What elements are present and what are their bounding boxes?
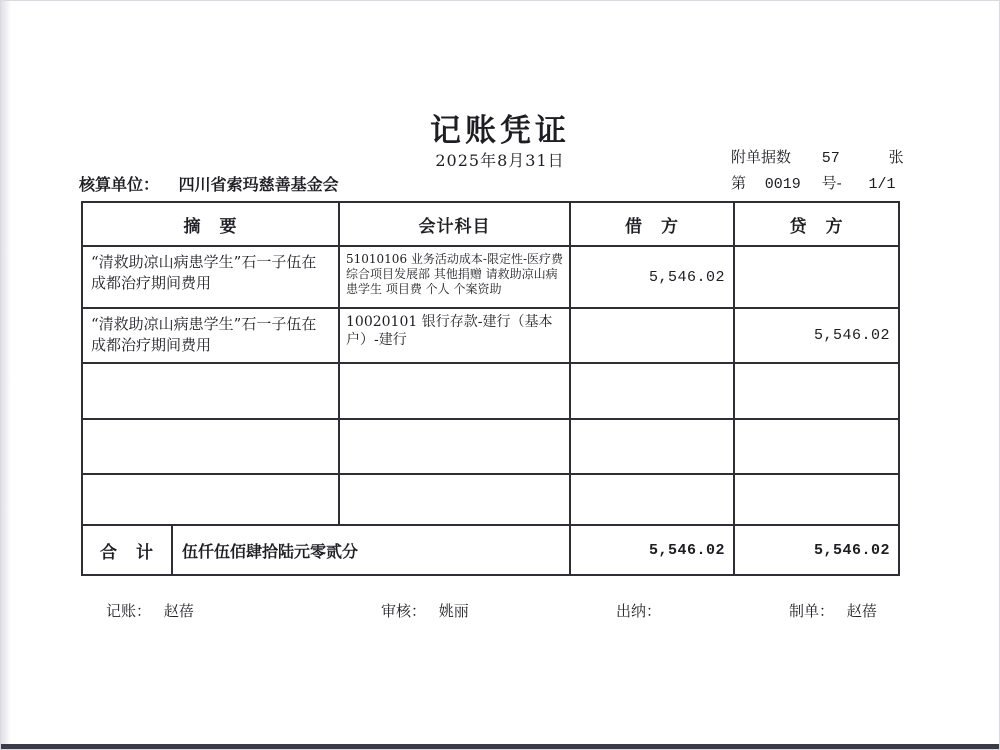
total-credit-cell: 5,546.02 bbox=[734, 525, 899, 575]
table-row bbox=[82, 308, 899, 363]
accounting-entity-label: 核算单位： bbox=[79, 175, 160, 194]
credit-cell bbox=[734, 419, 899, 474]
preparer-signature bbox=[789, 600, 877, 621]
bookkeeper-label: 记账： bbox=[106, 602, 152, 620]
debit-cell bbox=[570, 474, 734, 525]
debit-cell bbox=[570, 363, 734, 419]
debit-cell bbox=[570, 308, 734, 363]
account-cell: 10020101 银行存款-建行（基本户）-建行 bbox=[339, 308, 570, 363]
voucher-page-indicator: 1/1 bbox=[868, 176, 896, 193]
debit-cell: 5,546.02 bbox=[570, 246, 734, 308]
reviewer-label: 审核： bbox=[381, 602, 427, 620]
credit-cell: 5,546.02 bbox=[734, 308, 899, 363]
header-debit: 借 方 bbox=[570, 202, 734, 246]
voucher-table bbox=[81, 201, 900, 576]
table-row bbox=[82, 246, 899, 308]
summary-cell bbox=[82, 363, 339, 419]
cashier-label: 出纳： bbox=[616, 602, 662, 620]
credit-cell bbox=[734, 246, 899, 308]
header-account: 会计科目 bbox=[339, 202, 570, 246]
summary-cell: “清救助凉山病患学生”石一子伍在成都治疗期间费用 bbox=[82, 308, 339, 363]
table-row bbox=[82, 474, 899, 525]
cashier-signature bbox=[616, 600, 669, 621]
accounting-entity-value: 四川省索玛慈善基金会 bbox=[178, 175, 339, 194]
table-row bbox=[82, 419, 899, 474]
attachment-unit: 张 bbox=[888, 148, 904, 166]
bookkeeper-signature bbox=[106, 600, 194, 621]
account-cell bbox=[339, 474, 570, 525]
total-row bbox=[82, 525, 899, 575]
attachment-label: 附单据数 bbox=[731, 148, 792, 166]
amount-in-words: 伍仟伍佰肆拾陆元零贰分 bbox=[172, 525, 570, 575]
account-cell bbox=[339, 363, 570, 419]
header-credit: 贷 方 bbox=[734, 202, 899, 246]
signature-line bbox=[1, 600, 1000, 624]
summary-cell bbox=[82, 474, 339, 525]
debit-cell bbox=[570, 419, 734, 474]
voucher-number-value: 0019 bbox=[764, 176, 801, 193]
voucher-number-prefix: 第 bbox=[731, 174, 747, 192]
credit-cell bbox=[734, 474, 899, 525]
total-label: 合 计 bbox=[82, 525, 172, 575]
bookkeeper-name: 赵蓓 bbox=[163, 602, 194, 620]
account-cell bbox=[339, 419, 570, 474]
voucher-number-line bbox=[731, 172, 895, 193]
voucher-date: 2025年8月31日 bbox=[435, 151, 565, 170]
reviewer-signature bbox=[381, 600, 469, 621]
page-title: 记账凭证 bbox=[430, 113, 570, 149]
summary-cell bbox=[82, 419, 339, 474]
total-debit-cell: 5,546.02 bbox=[570, 525, 734, 575]
voucher-number-suffix: 号- bbox=[821, 174, 842, 192]
credit-cell bbox=[734, 363, 899, 419]
header-summary: 摘 要 bbox=[82, 202, 339, 246]
preparer-label: 制单： bbox=[789, 602, 835, 620]
header-row bbox=[82, 202, 899, 246]
attachment-count: 57 bbox=[821, 150, 840, 167]
account-cell: 51010106 业务活动成本-限定性-医疗费 综合项目发展部 其他捐赠 请救助凉山病患学生 项目费 个人 个案资助 bbox=[339, 246, 570, 308]
attachment-count-line bbox=[731, 146, 904, 167]
reviewer-name: 姚丽 bbox=[438, 602, 469, 620]
summary-cell: “清救助凉山病患学生”石一子伍在成都治疗期间费用 bbox=[82, 246, 339, 308]
accounting-entity-line bbox=[79, 172, 339, 195]
table-row bbox=[82, 363, 899, 419]
preparer-name: 赵蓓 bbox=[846, 602, 877, 620]
